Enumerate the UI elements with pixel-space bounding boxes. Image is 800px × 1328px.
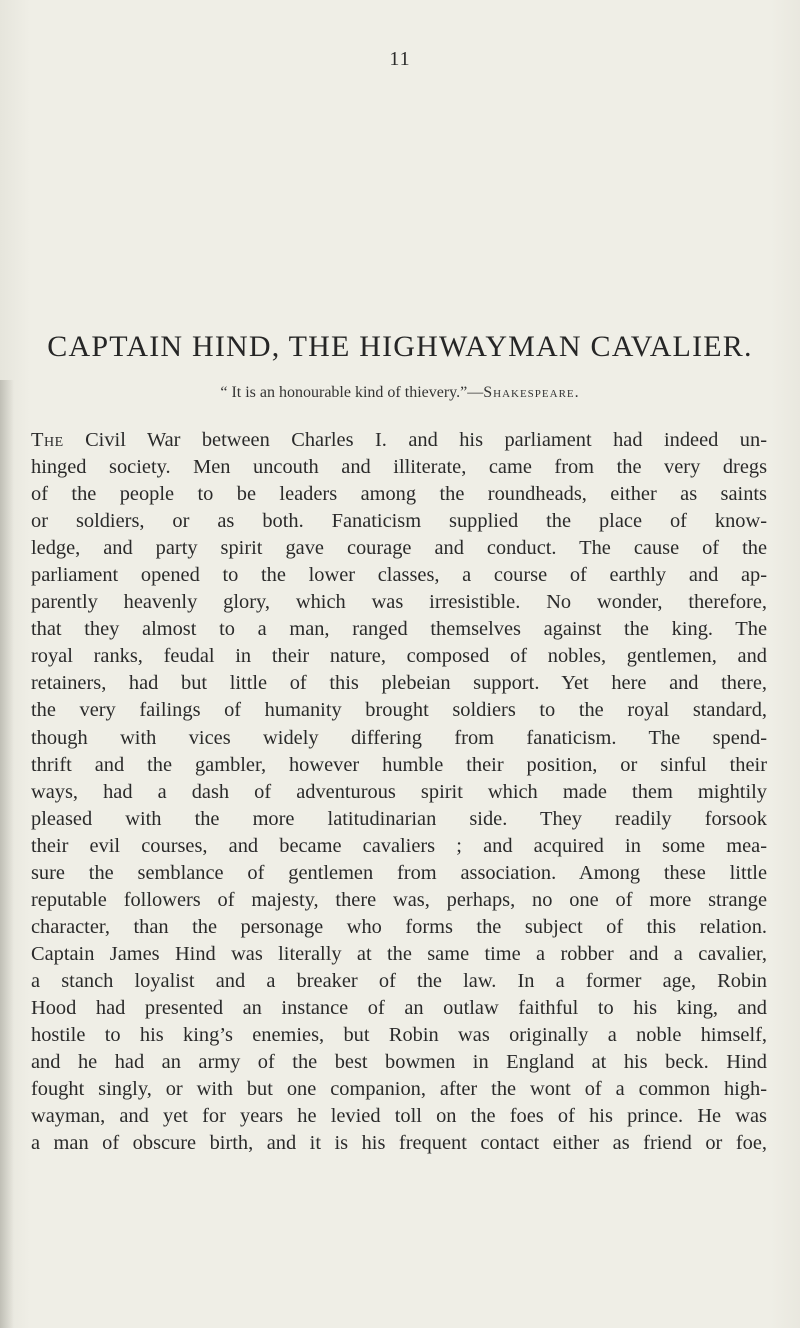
body-line: the very failings of humanity brought soldiers to the royal standard, [31, 699, 767, 722]
body-line: The Civil War between Charles I. and his parliament had indeed un- [31, 429, 767, 451]
body-line: fought singly, or with but one companion, after the wont of a common high- [31, 1078, 767, 1101]
body-line: parliament opened to the lower classes, a course of earthly and ap- [31, 564, 767, 587]
body-line: character, than the personage who forms the subject of this relation. [31, 915, 767, 938]
body-line: Captain James Hind was literally at the same time a robber and a cavalier, [31, 942, 767, 965]
body-line: that they almost to a man, ranged themselves against the king. The [31, 618, 767, 641]
body-line: wayman, and yet for years he levied toll on the foes of his prince. He was [31, 1105, 767, 1128]
body-line: or soldiers, or as both. Fanaticism supplied the place of know- [31, 510, 767, 533]
opening-word: The [31, 429, 64, 451]
body-line: hostile to his king’s enemies, but Robin was originally a noble himself, [31, 1024, 767, 1047]
page-gutter-shadow [0, 380, 14, 1328]
epigraph-author: Shakespeare. [483, 384, 580, 401]
body-line: retainers, had but little of this plebeian support. Yet here and there, [31, 672, 767, 695]
epigraph-quote: “ It is an honourable kind of thievery.”— [220, 384, 484, 401]
body-line: a stanch loyalist and a breaker of the law. In a former age, Robin [31, 969, 767, 992]
body-line: pleased with the more latitudinarian side. They readily forsook [31, 807, 767, 830]
body-line: thrift and the gambler, however humble their position, or sinful their [31, 753, 767, 776]
body-line: parently heavenly glory, which was irresistible. No wonder, therefore, [31, 591, 767, 614]
body-text [31, 427, 767, 1157]
body-line: of the people to be leaders among the roundheads, either as saints [31, 483, 767, 506]
body-line: reputable followers of majesty, there was, perhaps, no one of more strange [31, 888, 767, 911]
body-line: though with vices widely differing from fanaticism. The spend- [31, 726, 767, 749]
chapter-title: CAPTAIN HIND, THE HIGHWAYMAN CAVALIER. [47, 330, 753, 363]
page-number: 11 [389, 48, 411, 70]
body-line: and he had an army of the best bowmen in England at his beck. Hind [31, 1051, 767, 1074]
body-line: royal ranks, feudal in their nature, composed of nobles, gentlemen, and [31, 645, 767, 668]
body-line: ledge, and party spirit gave courage and conduct. The cause of the [31, 537, 767, 560]
body-line: Hood had presented an instance of an outlaw faithful to his king, and [31, 996, 767, 1019]
body-line: ways, had a dash of adventurous spirit which made them mightily [31, 780, 767, 803]
body-line: sure the semblance of gentlemen from association. Among these little [31, 861, 767, 884]
body-line: hinged society. Men uncouth and illiterate, came from the very dregs [31, 456, 767, 479]
body-line: their evil courses, and became cavaliers ; and acquired in some mea- [31, 834, 767, 857]
body-line: a man of obscure birth, and it is his frequent contact either as friend or foe, [31, 1132, 767, 1155]
epigraph [0, 384, 800, 402]
